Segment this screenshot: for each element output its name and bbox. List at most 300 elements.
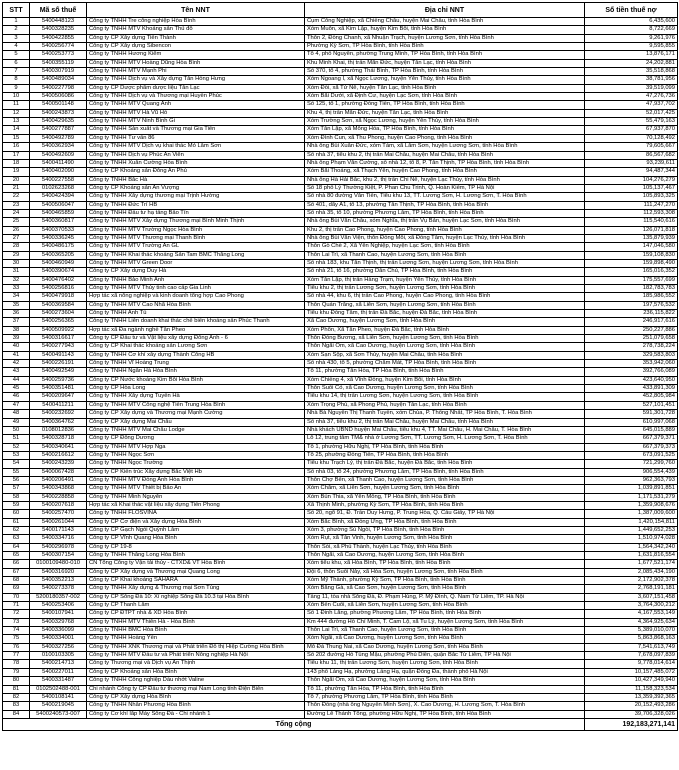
cell-tax-debt-amount: 2,085,434,190 — [585, 568, 678, 576]
cell-taxpayer-address: Xóm Phổn, Xã Tân Pheo, huyện Đà Bắc, tỉnh Hòa Bình — [305, 326, 585, 334]
cell-stt: 10 — [3, 93, 30, 101]
cell-taxpayer-name: Công ty CP Xây dựng Mai Châu — [87, 418, 305, 426]
cell-tax-code: 5400390674 — [30, 268, 87, 276]
cell-stt: 72 — [3, 610, 30, 618]
cell-taxpayer-name: Hợp tác xã nông nghiệp và kinh doanh tổng hợp Cao Phong — [87, 293, 305, 301]
table-row — [3, 510, 678, 518]
table-header-row — [3, 3, 678, 18]
cell-tax-code: 5400491143 — [30, 351, 87, 359]
cell-taxpayer-address: Thôn 2, Đồng Chanh, xã Nhuận Trạch, huyện Lương Sơn, tỉnh Hòa Bình — [305, 34, 585, 42]
cell-tax-code: 5400509922 — [30, 326, 87, 334]
cell-tax-debt-amount: 5,863,868,163 — [585, 635, 678, 643]
cell-taxpayer-address: Thôn Chợ Bến, xã Thanh Cao, huyện Lương Sơn, tỉnh Hòa Bình — [305, 476, 585, 484]
table-row — [3, 426, 678, 434]
cell-taxpayer-name: Công ty CP Khoáng sản Hòa Bình — [87, 668, 305, 676]
table-row — [3, 635, 678, 643]
cell-tax-code: 5400256365 — [30, 318, 87, 326]
cell-taxpayer-address: Xóm Bến Cuối, xã Liên Sơn, huyện Lương Sơn, tỉnh Hòa Bình — [305, 602, 585, 610]
cell-tax-code: 5400351481 — [30, 385, 87, 393]
cell-taxpayer-address: Xóm tiểu khu, xã Hòa Bình, TP Hòa Bình, tỉnh Hòa Bình — [305, 560, 585, 568]
cell-tax-code: 5400486175 — [30, 243, 87, 251]
cell-tax-code: 5400422855 — [30, 34, 87, 42]
cell-tax-code: 5400296978 — [30, 543, 87, 551]
table-row — [3, 209, 678, 217]
cell-stt: 12 — [3, 109, 30, 117]
cell-tax-code: 5400107941 — [30, 610, 87, 618]
cell-taxpayer-name: Công ty TNHH MTV Thiên Hà - Hòa Bình — [87, 618, 305, 626]
cell-tax-debt-amount: 112,593,308 — [585, 209, 678, 217]
cell-taxpayer-address: Nhà ông Bùi Văn Viện, thôn Đồng Môi, xã Đồng Tâm, huyện Lạc Thủy, tỉnh Hòa Bình — [305, 234, 585, 242]
cell-taxpayer-address: Lô 12, trung tâm TM& nhà ở Lương Sơn, TT. Lương Sơn, H. Lương Sơn, T. Hòa Bình — [305, 435, 585, 443]
cell-taxpayer-address: Thôn Ngãi Om, xã Cao Dương, huyện Lương Sơn, tỉnh Hòa Bình — [305, 677, 585, 685]
table-row — [3, 560, 678, 568]
cell-taxpayer-address: Số nhà 03, tổ 24, phường Phương Lâm, TP Hòa Bình, tỉnh Hòa Bình — [305, 468, 585, 476]
cell-taxpayer-address: Mô Đá Thung Nai, xã Cao Dương, huyện Lương Sơn, tỉnh Hòa Bình — [305, 643, 585, 651]
cell-taxpayer-address: Xóm Bãi Dưới, xã Định Cư, huyện Lạc Sơn, tỉnh Hòa Bình — [305, 93, 585, 101]
cell-taxpayer-name: Công ty TNHH Xây dựng Tuyến Hà — [87, 393, 305, 401]
cell-tax-debt-amount: 165,016,352 — [585, 268, 678, 276]
table-row — [3, 201, 678, 209]
cell-tax-code: 5400506047 — [30, 201, 87, 209]
cell-stt: 30 — [3, 259, 30, 267]
table-row — [3, 476, 678, 484]
cell-stt: 60 — [3, 510, 30, 518]
header-tax-debt-amount: Số tiền thuế nợ — [585, 3, 678, 18]
cell-taxpayer-address: Xã Thịnh Minh, phường Kỳ Sơn, TP Hòa Bình, tỉnh Hòa Bình — [305, 501, 585, 509]
cell-taxpayer-name: Công ty CP Vĩnh Quang Hòa Bình — [87, 535, 305, 543]
cell-tax-debt-amount: 667,379,371 — [585, 435, 678, 443]
cell-taxpayer-name: Công ty TNHH Nhân Phương Hòa Bình — [87, 702, 305, 710]
cell-taxpayer-address: Tầng 11, tòa nhà Sông Đà, Đ. Phạm Hùng, P. Mỹ Đình, Q. Nam Từ Liêm, TP. Hà Nội — [305, 593, 585, 601]
cell-tax-code: 5400362934 — [30, 143, 87, 151]
cell-tax-code: 5400209647 — [30, 393, 87, 401]
cell-taxpayer-name: Công ty TNHH Vĩ Hoàng Trung — [87, 360, 305, 368]
cell-stt: 46 — [3, 393, 30, 401]
cell-taxpayer-address: Số nhà 183, khu Tân Thịnh, thị trấn Lương Sơn, huyện Lương Sơn, tỉnh Hòa Bình — [305, 259, 585, 267]
cell-tax-code: 5400243873 — [30, 109, 87, 117]
cell-stt: 78 — [3, 660, 30, 668]
cell-tax-debt-amount: 1,420,154,811 — [585, 518, 678, 526]
table-row — [3, 493, 678, 501]
cell-taxpayer-address: Tiểu khu Trạch Lý, thị trấn Đà Bắc, huyện Đà Bắc, tỉnh Hòa Bình — [305, 460, 585, 468]
cell-tax-code: 5400261044 — [30, 518, 87, 526]
cell-taxpayer-name: Công ty TNHH Hương Kiểm — [87, 51, 305, 59]
cell-stt: 56 — [3, 476, 30, 484]
cell-taxpayer-name: Công ty TNHH MTV Trường An GL — [87, 243, 305, 251]
table-row — [3, 385, 678, 393]
cell-tax-code: 5400214713 — [30, 660, 87, 668]
table-row — [3, 335, 678, 343]
cell-taxpayer-name: Công ty CP Kiến trúc Xây dựng Bắc Việt Hb — [87, 468, 305, 476]
cell-tax-debt-amount: 115,540,616 — [585, 218, 678, 226]
cell-taxpayer-name: Công ty TNHH MTV Đầu tư và Phát triển Nông nghiệp Hà Nội — [87, 652, 305, 660]
table-row — [3, 251, 678, 259]
cell-taxpayer-address: Nhà Bà Nguyễn Thị Thanh Tuyền, xóm Chùa, P. Thống Nhất, TP Hòa Bình, T. Hòa Bình — [305, 410, 585, 418]
cell-stt: 22 — [3, 193, 30, 201]
cell-tax-debt-amount: 7,678,097,839 — [585, 652, 678, 660]
table-row — [3, 126, 678, 134]
cell-taxpayer-address: Tổ 4, phố Nguyễn, phường Trung Minh, TP Hòa Bình, tỉnh Hòa Bình — [305, 51, 585, 59]
table-row — [3, 84, 678, 92]
table-row — [3, 685, 678, 693]
cell-taxpayer-name: Công ty TNHH Dịch vụ và Xây dựng Tân Hồng Hưng — [87, 76, 305, 84]
cell-tax-code: 5400402090 — [30, 168, 87, 176]
cell-tax-code: 5400492789 — [30, 134, 87, 142]
cell-taxpayer-name: Công ty TNHH MTV Xây dựng Thương mại Bình Minh Thịnh — [87, 218, 305, 226]
table-row — [3, 226, 678, 234]
cell-taxpayer-address: Khu 4, thị trấn Mãn Đức, huyện Tân Lạc, tỉnh Hòa Bình — [305, 109, 585, 117]
cell-taxpayer-name: Công ty CP Thanh Lâm — [87, 602, 305, 610]
table-row — [3, 393, 678, 401]
cell-taxpayer-address: Tổ 25, phường Đồng Tiến, TP Hòa Bình, tỉnh Hòa Bình — [305, 451, 585, 459]
cell-taxpayer-address: Xóm 3, phường Sủ Ngòi, TP Hòa Bình, tỉnh Hòa Bình — [305, 526, 585, 534]
table-row — [3, 168, 678, 176]
cell-stt: 54 — [3, 460, 30, 468]
cell-stt: 44 — [3, 376, 30, 384]
cell-taxpayer-address: Xóm Tân Lập, thị trấn Hàng Trạm, huyện Yên Thủy, tỉnh Hòa Bình — [305, 276, 585, 284]
cell-taxpayer-address: Số nhà 21, tổ 16, phường Dân Chủ, TP Hòa Bình, tỉnh Hòa Bình — [305, 268, 585, 276]
cell-tax-code: 5400492609 — [30, 151, 87, 159]
cell-stt: 82 — [3, 693, 30, 701]
cell-taxpayer-name: Công ty TNHH MTV Thủy tinh cao cấp Gia Linh — [87, 285, 305, 293]
cell-taxpayer-name: Công ty TNHH Anh Tú — [87, 310, 305, 318]
cell-tax-debt-amount: 175,557,699 — [585, 276, 678, 284]
cell-tax-code: 0100103305 — [30, 652, 87, 660]
document-page — [2, 2, 677, 731]
cell-tax-debt-amount: 94,487,344 — [585, 168, 678, 176]
cell-stt: 57 — [3, 485, 30, 493]
cell-tax-debt-amount: 135,879,939 — [585, 234, 678, 242]
cell-taxpayer-name: Công ty TNHH MTV Dịch vụ khai thác Mỏ Lâm Sơn — [87, 143, 305, 151]
cell-taxpayer-name: Công ty TNHH MTV Thiết bị Bảo An — [87, 485, 305, 493]
cell-stt: 45 — [3, 385, 30, 393]
cell-taxpayer-name: Công ty CP Đầu tư và Vật liệu xây dựng Đông Anh - 6 — [87, 335, 305, 343]
cell-taxpayer-address: Nhà khách UBND huyện Mai Châu, tiểu khu 4, TT. Mai Châu, H. Mai Châu, T. Hòa Bình — [305, 426, 585, 434]
cell-taxpayer-name: Công ty TNHH Xuân Cường Hòa Bình — [87, 159, 305, 167]
cell-stt: 2 — [3, 26, 30, 34]
cell-tax-code: 5400489034 — [30, 76, 87, 84]
cell-stt: 50 — [3, 426, 30, 434]
cell-taxpayer-address: Số nhà 37, tiểu khu 2, thị trấn Mai Châu, huyện Mai Châu, tỉnh Hòa Bình — [305, 151, 585, 159]
cell-stt: 70 — [3, 593, 30, 601]
cell-tax-debt-amount: 47,276,736 — [585, 93, 678, 101]
cell-stt: 13 — [3, 118, 30, 126]
cell-taxpayer-name: Công ty TNHH Dịch vụ và Thương mại Huyền Phúc — [87, 93, 305, 101]
cell-taxpayer-address: Xóm Tân Lập, xã Mông Hóa, TP Hòa Bình, tỉnh Hòa Bình — [305, 126, 585, 134]
cell-tax-code: 5400257470 — [30, 510, 87, 518]
table-row — [3, 310, 678, 318]
cell-stt: 47 — [3, 401, 30, 409]
cell-stt: 19 — [3, 168, 30, 176]
cell-taxpayer-address: Thôn Đồng (nhà ông Nguyễn Minh Sơn), X. Cao Dương, H. Lương Sơn, T. Hòa Bình — [305, 702, 585, 710]
cell-taxpayer-address: Tiểu khu Đồng Tâm, thị trấn Đà Bắc, huyện Đà Bắc, tỉnh Hòa Bình — [305, 310, 585, 318]
cell-tax-code: 5400327256 — [30, 643, 87, 651]
table-row — [3, 326, 678, 334]
cell-tax-code: 5400448123 — [30, 18, 87, 26]
cell-taxpayer-name: Công ty TNHH MTV Trường Ngọc Hòa Bình — [87, 226, 305, 234]
cell-tax-code: 5400360817 — [30, 218, 87, 226]
cell-stt: 76 — [3, 643, 30, 651]
cell-tax-debt-amount: 246,917,616 — [585, 318, 678, 326]
cell-tax-debt-amount: 353,942,060 — [585, 360, 678, 368]
cell-taxpayer-name: Công ty TNHH MTV Mai Châu Lodge — [87, 426, 305, 434]
cell-tax-debt-amount: 10,157,485,072 — [585, 668, 678, 676]
cell-taxpayer-name: Công ty TNHH MTV Quang Anh — [87, 101, 305, 109]
cell-tax-debt-amount: 1,631,816,554 — [585, 552, 678, 560]
table-row — [3, 602, 678, 610]
cell-tax-debt-amount: 251,079,658 — [585, 335, 678, 343]
cell-tax-code: 0102623268 — [30, 184, 87, 192]
table-row — [3, 668, 678, 676]
cell-taxpayer-address: Xóm Sạn Sộp, xã Sơn Thủy, huyện Mai Châu, tỉnh Hòa Bình — [305, 351, 585, 359]
table-row — [3, 435, 678, 443]
cell-tax-code: 0100109480-010 — [30, 560, 87, 568]
total-label: Tổng cộng — [3, 718, 585, 730]
cell-taxpayer-name: Công ty CP Xây dựng Tiến Thành — [87, 34, 305, 42]
cell-tax-code: 5400227798 — [30, 84, 87, 92]
total-value: 192,183,271,141 — [585, 718, 678, 730]
cell-taxpayer-address: Số 125, tổ 1, phường Đồng Tiến, TP Hòa Bình, tỉnh Hòa Bình — [305, 101, 585, 109]
cell-tax-debt-amount: 24,202,881 — [585, 59, 678, 67]
cell-tax-debt-amount: 13,876,171 — [585, 51, 678, 59]
cell-taxpayer-address: Số 202 đường Hồ Tùng Mậu, phường Phú Diễn, quận Bắc Từ Liêm, TP Hà Nội — [305, 652, 585, 660]
cell-taxpayer-address: Thôn Lai Trì, xã Thanh Cao, huyện Lương Sơn, tỉnh Hòa Bình — [305, 251, 585, 259]
cell-tax-debt-amount: 197,576,532 — [585, 301, 678, 309]
cell-stt: 7 — [3, 68, 30, 76]
cell-tax-debt-amount: 1,359,908,676 — [585, 501, 678, 509]
cell-tax-code: 5400336245 — [30, 234, 87, 242]
cell-tax-code: 5400328235 — [30, 26, 87, 34]
cell-taxpayer-name: Công ty CP 19-8 — [87, 543, 305, 551]
table-row — [3, 218, 678, 226]
cell-stt: 28 — [3, 243, 30, 251]
cell-tax-code: 5400316920 — [30, 568, 87, 576]
cell-taxpayer-name: Hợp tác xã Khai thác vật liệu xây dựng Tiến Phong — [87, 501, 305, 509]
cell-stt: 31 — [3, 268, 30, 276]
table-row — [3, 660, 678, 668]
cell-taxpayer-name: Công ty TNHH Ngân Hà Hòa Bình — [87, 368, 305, 376]
cell-taxpayer-name: Công ty CP Xây dựng Duy Hà — [87, 268, 305, 276]
cell-tax-code: 5400370533 — [30, 226, 87, 234]
cell-tax-code: 5400277887 — [30, 126, 87, 134]
cell-taxpayer-address: Xã Cao Dương, huyện Lương Sơn, tỉnh Hòa Bình — [305, 318, 585, 326]
cell-tax-debt-amount: 9,778,014,614 — [585, 660, 678, 668]
cell-tax-code: 5400256816 — [30, 285, 87, 293]
cell-taxpayer-address: Phường Kỳ Sơn, TP Hòa Bình, tỉnh Hòa Bình — [305, 43, 585, 51]
cell-tax-debt-amount: 2,172,902,378 — [585, 577, 678, 585]
cell-tax-code: 5400479918 — [30, 293, 87, 301]
cell-tax-debt-amount: 20,152,493,286 — [585, 702, 678, 710]
cell-taxpayer-name: Công ty CP Gạch Ngói Quỳnh Lâm — [87, 526, 305, 534]
cell-tax-code: 5400243239 — [30, 460, 87, 468]
cell-taxpayer-address: Tổ 11, phường Tân Hòa, TP Hòa Bình, tỉnh Hòa Bình — [305, 368, 585, 376]
cell-stt: 73 — [3, 618, 30, 626]
cell-taxpayer-name: Công ty TNHH Ngọc Trường — [87, 460, 305, 468]
cell-tax-debt-amount: 721,299,760 — [585, 460, 678, 468]
cell-tax-debt-amount: 9,595,855 — [585, 43, 678, 51]
cell-tax-code: 0102502488-001 — [30, 685, 87, 693]
table-row — [3, 410, 678, 418]
cell-stt: 36 — [3, 310, 30, 318]
cell-taxpayer-name: Công ty CP Xây dựng Sibencon — [87, 43, 305, 51]
cell-taxpayer-name: Công ty TNHH BMC Hòa Bình — [87, 627, 305, 635]
cell-tax-code: 5400340641 — [30, 443, 87, 451]
cell-taxpayer-name: Công ty CP Khai thác khoáng sản Lương Sơn — [87, 343, 305, 351]
cell-taxpayer-name: Công ty TNHH Xây dựng thương mại Trịnh Hường — [87, 193, 305, 201]
cell-tax-debt-amount: 236,115,822 — [585, 310, 678, 318]
cell-stt: 48 — [3, 410, 30, 418]
cell-tax-debt-amount: 4,167,553,149 — [585, 610, 678, 618]
cell-stt: 38 — [3, 326, 30, 334]
cell-stt: 62 — [3, 526, 30, 534]
cell-taxpayer-name: Công ty TNHH Khai thác khoáng Sản Tam BMC Thăng Long — [87, 251, 305, 259]
cell-tax-debt-amount: 38,781,956 — [585, 76, 678, 84]
cell-stt: 39 — [3, 335, 30, 343]
cell-tax-debt-amount: 104,276,279 — [585, 176, 678, 184]
total-row — [3, 718, 678, 730]
cell-taxpayer-address: Xóm Trường Sơn, xã Ngọc Lương, huyện Yên Thủy, tỉnh Hòa Bình — [305, 118, 585, 126]
cell-taxpayer-address: Tổ 11, phường Tân Hòa, TP Hòa Bình, tỉnh Hòa Bình — [305, 685, 585, 693]
cell-taxpayer-address: Số 20, ngõ 91, Đ. Trần Duy Hưng, P. Trung Hòa, Q. Cầu Giấy, TP Hà Nội — [305, 510, 585, 518]
table-row — [3, 318, 678, 326]
cell-tax-code: 5400501148 — [30, 101, 87, 109]
cell-taxpayer-address: Thôn Lai Trì, xã Thanh Cao, huyện Lương Sơn, tỉnh Hòa Bình — [305, 627, 585, 635]
table-row — [3, 259, 678, 267]
cell-taxpayer-name: Công ty CP ĐTPT nhà & XD Hòa Bình — [87, 610, 305, 618]
cell-stt: 83 — [3, 702, 30, 710]
cell-tax-code: 5400259736 — [30, 376, 87, 384]
table-row — [3, 577, 678, 585]
table-row — [3, 34, 678, 42]
cell-tax-debt-amount: 329,583,803 — [585, 351, 678, 359]
cell-tax-debt-amount: 1,039,891,851 — [585, 485, 678, 493]
cell-stt: 16 — [3, 143, 30, 151]
cell-taxpayer-name: Công ty TNHH Thăng Long Hòa Bình — [87, 552, 305, 560]
cell-taxpayer-address: Xóm Trọng Phú, xã Phong Phú, huyện Tân Lạc, tỉnh Hòa Bình — [305, 401, 585, 409]
table-row — [3, 301, 678, 309]
cell-stt: 69 — [3, 585, 30, 593]
cell-tax-debt-amount: 13,359,392,365 — [585, 693, 678, 701]
table-row — [3, 376, 678, 384]
table-row — [3, 643, 678, 651]
cell-tax-debt-amount: 5,389,010,070 — [585, 627, 678, 635]
cell-tax-code: 5400171143 — [30, 526, 87, 534]
cell-taxpayer-name: Công ty TNHH MTV Khoáng sản Thủ đô — [87, 26, 305, 34]
cell-taxpayer-address: Xóm Chằm, xã Liên Sơn, huyện Lương Sơn, tỉnh Hòa Bình — [305, 485, 585, 493]
cell-stt: 53 — [3, 451, 30, 459]
cell-tax-code: 0108012836 — [30, 426, 87, 434]
table-row — [3, 193, 678, 201]
cell-taxpayer-address: Số nhà 35, tổ 10, phường Phương Lâm, TP Hòa Bình, tỉnh Hòa Bình — [305, 209, 585, 217]
cell-taxpayer-name: Công ty TNHH Hoàng Yến — [87, 635, 305, 643]
cell-taxpayer-name: Công ty Cơ khí lắp Máy Sông Đà - Chi nhánh 1 — [87, 710, 305, 718]
cell-taxpayer-address: Km 444 đường Hồ Chí Minh, T. Cam Lộ, xã Tu Lý, huyện Lương Sơn, tỉnh Hòa Bình — [305, 618, 585, 626]
table-row — [3, 343, 678, 351]
cell-stt: 17 — [3, 151, 30, 159]
cell-taxpayer-name: Công ty TNHH Minh Nguyên — [87, 493, 305, 501]
table-row — [3, 693, 678, 701]
cell-taxpayer-name: Hợp tác xã Đa ngành nghề Tân Pheo — [87, 326, 305, 334]
cell-taxpayer-name: Công ty TNHH Dịch vụ Phúc An Viên — [87, 151, 305, 159]
cell-tax-debt-amount: 1,510,974,028 — [585, 535, 678, 543]
cell-tax-debt-amount: 55,479,163 — [585, 118, 678, 126]
cell-taxpayer-address: Tổ 7, phường Phương Lâm, TP Hòa Bình, tỉnh Hòa Bình — [305, 693, 585, 701]
cell-stt: 68 — [3, 577, 30, 585]
table-row — [3, 59, 678, 67]
cell-tax-code: 5400256774 — [30, 43, 87, 51]
cell-tax-debt-amount: 70,128,492 — [585, 134, 678, 142]
cell-stt: 51 — [3, 435, 30, 443]
cell-tax-code: 5200180357-002 — [30, 593, 87, 601]
table-row — [3, 501, 678, 509]
cell-tax-debt-amount: 147,046,580 — [585, 243, 678, 251]
cell-stt: 14 — [3, 126, 30, 134]
table-row — [3, 151, 678, 159]
cell-tax-debt-amount: 1,449,652,253 — [585, 526, 678, 534]
cell-taxpayer-name: Công ty TNHH MTV Hoàng Dũng Hòa Bình — [87, 59, 305, 67]
cell-taxpayer-address: Xóm Bắc Bình, xã Đồng Ứng, TP Hòa Bình, tỉnh Hòa Bình — [305, 518, 585, 526]
cell-tax-debt-amount: 105,893,325 — [585, 193, 678, 201]
tax-debt-table — [2, 2, 678, 731]
table-row — [3, 134, 678, 142]
cell-tax-debt-amount: 8,722,669 — [585, 26, 678, 34]
cell-taxpayer-address: Số 18 phố Lý Thường Kiệt, P. Phan Chu Trinh, Q. Hoàn Kiếm, TP Hà Nội — [305, 184, 585, 192]
cell-stt: 64 — [3, 543, 30, 551]
cell-tax-debt-amount: 423,640,950 — [585, 376, 678, 384]
cell-taxpayer-name: Công ty TNHH MTV Hà Vũ Hồ — [87, 109, 305, 117]
cell-tax-debt-amount: 39,519,099 — [585, 84, 678, 92]
cell-taxpayer-name: Chi nhánh Công ty CP Đầu tư thương mại Nam Long tỉnh Điện Biên — [87, 685, 305, 693]
cell-tax-code: 5400476402 — [30, 276, 87, 284]
cell-stt: 15 — [3, 134, 30, 142]
table-row — [3, 109, 678, 117]
cell-tax-code: 5400328718 — [30, 435, 87, 443]
cell-taxpayer-address: Số nhà 80 đường Văn Tiến, Tiểu khu 13, TT. Lương Sơn, H. Lương Sơn, T. Hòa Bình — [305, 193, 585, 201]
cell-taxpayer-name: Công ty CP Dược phẩm dược liệu Tân Lạc — [87, 84, 305, 92]
cell-taxpayer-name: Công ty CP Xây dựng Hòa Bình — [87, 693, 305, 701]
cell-tax-debt-amount: 3,764,300,212 — [585, 602, 678, 610]
cell-taxpayer-name: Công ty CP Cơ điện và Xây dựng Hòa Bình — [87, 518, 305, 526]
cell-tax-code: 5400277943 — [30, 343, 87, 351]
table-row — [3, 276, 678, 284]
cell-tax-debt-amount: 6,435,600 — [585, 18, 678, 26]
cell-taxpayer-name: Công ty TNHH Cơ khí xây dựng Thành Công HB — [87, 351, 305, 359]
table-row — [3, 101, 678, 109]
table-row — [3, 585, 678, 593]
cell-tax-code: 5400411490 — [30, 159, 87, 167]
cell-taxpayer-address: Thôn Đồng Bương, xã Liên Sơn, huyện Lương Sơn, tỉnh Hòa Bình — [305, 335, 585, 343]
cell-tax-code: 5400329768 — [30, 618, 87, 626]
cell-stt: 77 — [3, 652, 30, 660]
table-row — [3, 76, 678, 84]
cell-taxpayer-name: Công ty TNHH MTV Hợp Nga — [87, 443, 305, 451]
cell-stt: 27 — [3, 234, 30, 242]
cell-stt: 20 — [3, 176, 30, 184]
cell-tax-debt-amount: 86,567,682 — [585, 151, 678, 159]
table-row — [3, 285, 678, 293]
cell-stt: 18 — [3, 159, 30, 167]
table-row — [3, 184, 678, 192]
table-row — [3, 268, 678, 276]
cell-tax-code: 5400307919 — [30, 68, 87, 76]
table-row — [3, 702, 678, 710]
table-row — [3, 401, 678, 409]
cell-tax-debt-amount: 47,937,702 — [585, 101, 678, 109]
cell-taxpayer-name: Công ty TNHH XNK Thương mại và Phát triển Đô thị Hiệp Cường Hòa Bình — [87, 643, 305, 651]
cell-stt: 26 — [3, 226, 30, 234]
cell-taxpayer-address: Tổ 1, phường Hữu Nghị, TP Hòa Bình, tỉnh Hòa Bình — [305, 443, 585, 451]
cell-taxpayer-name: Công ty CP Xây dựng và Thương mại Quang Long — [87, 568, 305, 576]
